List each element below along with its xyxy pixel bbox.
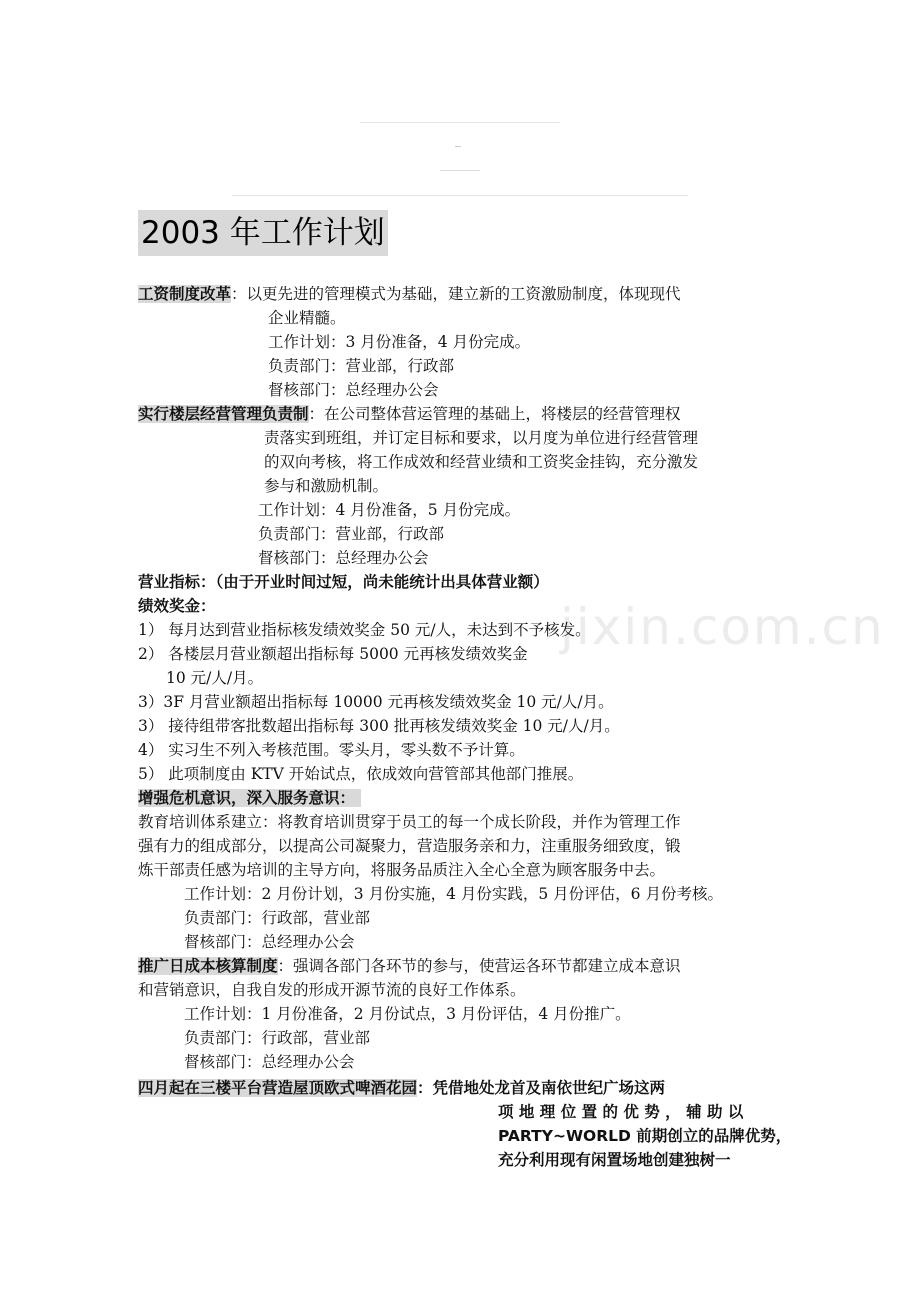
bonus-item-continued: 10 元/人/月。 <box>166 669 264 687</box>
cost-heading: 推广日成本核算制度 <box>138 957 278 975</box>
floor-management-supervise: 督核部门：总经理办公会 <box>258 549 429 567</box>
cost-supervise: 督核部门：总经理办公会 <box>184 1053 355 1071</box>
header-rule-short <box>440 170 480 171</box>
floor-management-line3: 的双向考核，将工作成效和经营业绩和工资奖金挂钩，充分激发 <box>264 453 699 471</box>
bonus-item: 3） 接待组带客批数超出指标每 300 批再核发绩效奖金 10 元/人/月。 <box>138 717 620 735</box>
bonus-item: 1） 每月达到营业指标核发绩效奖金 50 元/人，未达到不予核发。 <box>138 621 591 639</box>
floor-management-text: ：在公司整体营运管理的基础上，将楼层的经营管理权 <box>308 405 681 423</box>
training-supervise: 督核部门：总经理办公会 <box>184 933 355 951</box>
floor-management-line2: 责落实到班组，并订定目标和要求，以月度为单位进行经营管理 <box>264 429 699 447</box>
beer-garden-text: ：凭借地处龙首及南依世纪广场这两 <box>417 1079 666 1097</box>
floor-management-heading: 实行楼层经营管理负责制 <box>138 405 309 423</box>
salary-reform-plan: 工作计划：3 月份准备，4 月份完成。 <box>268 333 531 351</box>
cost-text: ：强调各部门各环节的参与，使营运各环节都建立成本意识 <box>277 957 681 975</box>
salary-reform-row <box>138 282 681 306</box>
salary-reform-supervise: 督核部门：总经理办公会 <box>268 381 439 399</box>
crisis-heading <box>138 786 361 810</box>
training-plan: 工作计划：2 月份计划，3 月份实施，4 月份实践，5 月份评估，6 月份考核。 <box>184 885 723 903</box>
cost-plan: 工作计划：1 月份准备，2 月份试点，3 月份评估，4 月份推广。 <box>184 1005 631 1023</box>
training-heading: 教育培训体系建立 <box>138 813 263 831</box>
beer-garden-line2: 项 地 理 位 置 的 优 势 ， 辅 助 以 <box>498 1103 744 1121</box>
header-rule-top <box>360 122 560 123</box>
header-dash <box>455 146 461 147</box>
salary-reform-dept: 负责部门：营业部，行政部 <box>268 357 455 375</box>
beer-garden-line4: 充分利用现有闲置场地创建独树一 <box>498 1151 731 1169</box>
floor-management-row <box>138 402 681 426</box>
training-line2: 强有力的组成部分，以提高公司凝聚力，营造服务亲和力，注重服务细致度，锻 <box>138 837 681 855</box>
business-target-heading: 营业指标：（由于开业时间过短，尚未能统计出具体营业额） <box>138 573 549 591</box>
floor-management-line4: 参与和激励机制。 <box>264 477 389 495</box>
floor-management-plan: 工作计划：4 月份准备，5 月份完成。 <box>258 501 521 519</box>
beer-garden-heading: 四月起在三楼平台营造屋顶欧式啤酒花园 <box>138 1079 418 1097</box>
watermark: jixin.com.cn <box>560 598 885 656</box>
beer-garden-row <box>138 1076 665 1100</box>
bonus-heading: 绩效奖金： <box>138 597 216 615</box>
salary-reform-heading: 工资制度改革 <box>138 285 232 303</box>
bonus-item: 2） 各楼层月营业额超出指标每 5000 元再核发绩效奖金 <box>138 645 528 663</box>
bonus-item: 3）3F 月营业额超出指标每 10000 元再核发绩效奖金 10 元/人/月。 <box>138 693 614 711</box>
training-line3: 炼干部责任感为培训的主导方向，将服务品质注入全心全意为顾客服务中去。 <box>138 861 666 879</box>
bonus-item: 5） 此项制度由 KTV 开始试点，依成效向营管部其他部门推展。 <box>138 765 584 783</box>
page-title: 2003 年工作计划 <box>138 210 388 256</box>
cost-dept: 负责部门：行政部，营业部 <box>184 1029 371 1047</box>
header-rule-wide <box>232 195 688 196</box>
training-dept: 负责部门：行政部，营业部 <box>184 909 371 927</box>
beer-garden-line3: PARTY~WORLD 前期创立的品牌优势， <box>498 1127 792 1145</box>
training-row <box>138 810 681 834</box>
cost-row <box>138 954 681 978</box>
salary-reform-text: ：以更先进的管理模式为基础，建立新的工资激励制度，体现现代 <box>231 285 681 303</box>
salary-reform-line2: 企业精髓。 <box>268 309 346 327</box>
bonus-item: 4） 实习生不列入考核范围。零头月，零头数不予计算。 <box>138 741 525 759</box>
crisis-heading-text: 增强危机意识，深入服务意识： <box>138 789 361 807</box>
training-text: ：将教育培训贯穿于员工的每一个成长阶段，并作为管理工作 <box>262 813 681 831</box>
cost-line2: 和营销意识，自我自发的形成开源节流的良好工作体系。 <box>138 981 526 999</box>
floor-management-dept: 负责部门：营业部，行政部 <box>258 525 445 543</box>
